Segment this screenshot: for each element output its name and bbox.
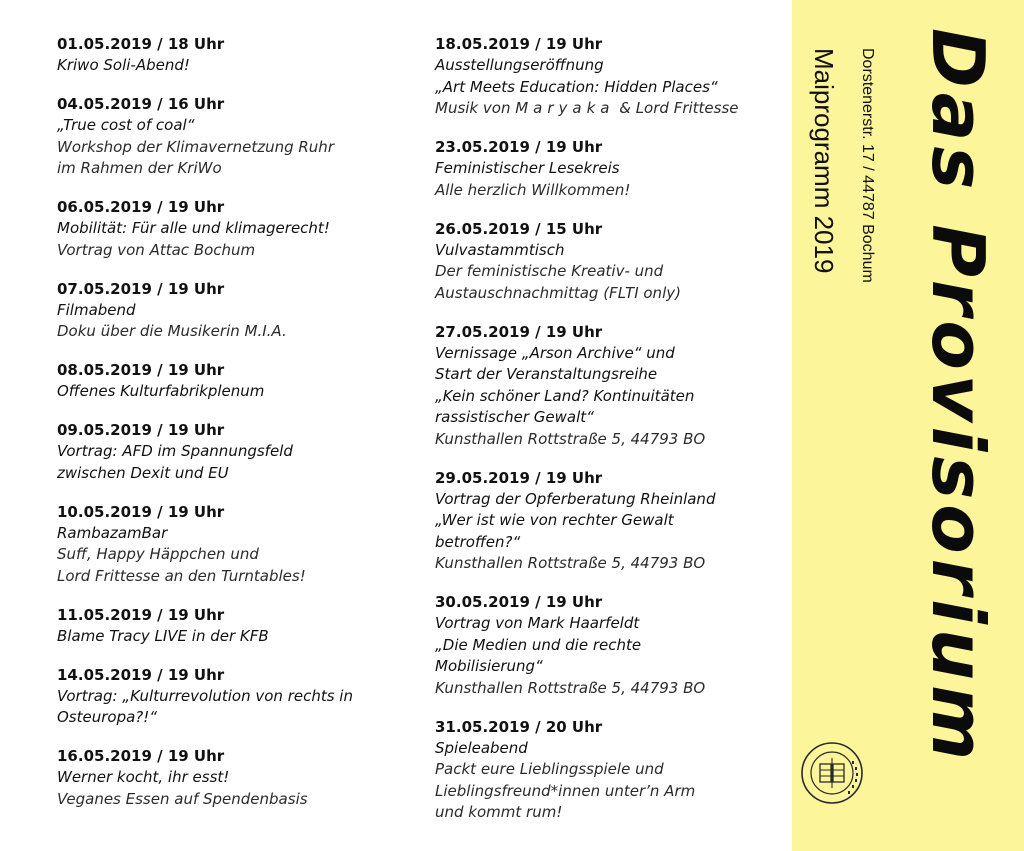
- event-description-line: Suff, Happy Häppchen und: [57, 545, 259, 563]
- event-title: [435, 55, 785, 98]
- events-column-left: [57, 34, 407, 828]
- event-entry: [435, 717, 785, 824]
- event-entry: [57, 34, 407, 77]
- event-title-line: Mobilisierung“: [435, 657, 543, 675]
- event-entry: [435, 468, 785, 575]
- event-title-line: „True cost of coal“: [57, 116, 195, 134]
- event-date: 14.05.2019 / 19 Uhr: [57, 665, 225, 684]
- event-title-line: Vulvastammtisch: [435, 240, 565, 259]
- event-description-line: Packt eure Lieblingsspiele und: [435, 760, 664, 778]
- event-title: [57, 218, 407, 240]
- event-entry: [57, 94, 407, 180]
- event-date: 18.05.2019 / 19 Uhr: [435, 35, 603, 53]
- event-description-line: Vortrag von Attac Bochum: [57, 240, 256, 259]
- event-title: [435, 240, 785, 262]
- event-entry: [57, 197, 407, 261]
- event-description-line: und kommt rum!: [435, 803, 563, 821]
- event-entry: [57, 360, 407, 403]
- event-date: 29.05.2019 / 19 Uhr: [435, 468, 603, 487]
- event-title-line: Vernissage „Arson Archive“ und: [435, 343, 675, 362]
- event-title: [57, 441, 407, 484]
- event-description-line: Austauschnachmittag (FLTI only): [435, 283, 681, 302]
- event-entry: [435, 34, 785, 120]
- event-description-line: Alle herzlich Willkommen!: [435, 180, 631, 199]
- event-title: [57, 381, 407, 403]
- event-description: [435, 678, 785, 700]
- event-entry: [435, 137, 785, 201]
- event-title-line: Vortrag: AFD im Spannungsfeld: [57, 442, 293, 460]
- event-date: 06.05.2019 / 19 Uhr: [57, 198, 225, 216]
- event-description-line: Kunsthallen Rottstraße 5, 44793 BO: [435, 429, 706, 448]
- music-artist: Maryaka: [515, 99, 615, 117]
- event-title-line: Ausstellungseröffnung: [435, 56, 604, 74]
- event-entry: [435, 322, 785, 451]
- event-title-line: Start der Veranstaltungsreihe: [435, 365, 658, 383]
- event-title-line: Vortrag von Mark Haarfeldt: [435, 614, 640, 632]
- event-title: [435, 613, 785, 678]
- event-description: [57, 789, 407, 811]
- event-title: [57, 686, 407, 729]
- event-description: [435, 553, 785, 575]
- event-date: 11.05.2019 / 19 Uhr: [57, 605, 225, 624]
- event-description-line: Veganes Essen auf Spendenbasis: [57, 789, 308, 808]
- event-description: [57, 240, 407, 262]
- event-date: 23.05.2019 / 19 Uhr: [435, 138, 603, 156]
- event-date: 26.05.2019 / 15 Uhr: [435, 219, 603, 238]
- event-description: [57, 544, 407, 587]
- event-description: [435, 180, 785, 202]
- event-title-line: Vortrag der Opferberatung Rheinland: [435, 489, 716, 508]
- venue-name: Das Provisorium: [916, 28, 1000, 766]
- event-entry: [57, 279, 407, 343]
- event-title: [57, 55, 407, 77]
- event-entry: [435, 592, 785, 699]
- event-description: [57, 321, 407, 343]
- event-entry: [57, 665, 407, 729]
- event-date: 27.05.2019 / 19 Uhr: [435, 322, 603, 341]
- event-title: [57, 626, 407, 648]
- event-title: [57, 523, 407, 545]
- event-title-line: zwischen Dexit und EU: [57, 463, 229, 482]
- event-description-line: Doku über die Musikerin M.I.A.: [57, 322, 287, 340]
- event-title-line: Filmabend: [57, 300, 136, 319]
- event-music-line: [435, 98, 785, 120]
- event-title-line: Osteuropa?!“: [57, 708, 158, 726]
- event-title: [435, 158, 785, 180]
- event-title: [435, 738, 785, 760]
- event-description-line: im Rahmen der KriWo: [57, 159, 222, 177]
- event-title-line: Feministischer Lesekreis: [435, 159, 620, 177]
- event-entry: [435, 219, 785, 305]
- event-description-line: Lord Frittesse an den Turntables!: [57, 566, 306, 585]
- event-date: 31.05.2019 / 20 Uhr: [435, 717, 603, 736]
- event-description-line: Der feministische Kreativ- und: [435, 262, 664, 280]
- event-entry: [57, 746, 407, 810]
- event-description: [435, 261, 785, 304]
- event-title: [57, 300, 407, 322]
- event-date: 30.05.2019 / 19 Uhr: [435, 593, 603, 611]
- program-title: Maiprogramm 2019: [809, 48, 839, 274]
- event-title-line: Blame Tracy LIVE in der KFB: [57, 626, 269, 645]
- music-suffix: & Lord Frittesse: [614, 99, 739, 117]
- venue-seal-icon: [800, 741, 864, 805]
- event-description: [435, 429, 785, 451]
- event-title-line: rassistischer Gewalt“: [435, 408, 594, 426]
- event-date: 01.05.2019 / 18 Uhr: [57, 35, 225, 53]
- event-description-line: Kunsthallen Rottstraße 5, 44793 BO: [435, 554, 706, 572]
- event-description-line: Lieblingsfreund*innen unter’n Arm: [435, 781, 696, 800]
- event-title: [57, 767, 407, 789]
- event-description-line: Workshop der Klimavernetzung Ruhr: [57, 137, 334, 156]
- venue-address: Dorstenerstr. 17 / 44787 Bochum: [859, 48, 876, 283]
- event-date: 04.05.2019 / 16 Uhr: [57, 95, 225, 113]
- event-description-line: Kunsthallen Rottstraße 5, 44793 BO: [435, 678, 706, 697]
- events-column-right: [435, 34, 785, 841]
- event-title: [435, 343, 785, 429]
- event-description: [435, 759, 785, 824]
- event-entry: [57, 502, 407, 588]
- event-title-line: „Kein schöner Land? Kontinuitäten: [435, 386, 695, 405]
- event-title-line: „Wer ist wie von rechter Gewalt: [435, 511, 674, 529]
- event-date: 08.05.2019 / 19 Uhr: [57, 361, 225, 379]
- event-title-line: „Art Meets Education: Hidden Places“: [435, 77, 718, 96]
- event-entry: [57, 605, 407, 648]
- event-title: [435, 489, 785, 554]
- event-date: 09.05.2019 / 19 Uhr: [57, 421, 225, 439]
- event-title-line: betroffen?“: [435, 532, 521, 551]
- event-title-line: RambazamBar: [57, 523, 168, 542]
- event-title-line: Offenes Kulturfabrikplenum: [57, 382, 265, 400]
- event-date: 10.05.2019 / 19 Uhr: [57, 502, 225, 521]
- event-title-line: Vortrag: „Kulturrevolution von rechts in: [57, 686, 353, 705]
- event-title-line: Werner kocht, ihr esst!: [57, 768, 230, 786]
- event-description: [57, 137, 407, 180]
- event-entry: [57, 420, 407, 484]
- event-date: 07.05.2019 / 19 Uhr: [57, 279, 225, 298]
- event-description: [435, 98, 785, 120]
- event-title-line: Kriwo Soli-Abend!: [57, 56, 190, 74]
- music-prefix: Musik von: [435, 99, 516, 117]
- event-title-line: Mobilität: Für alle und klimagerecht!: [57, 219, 330, 237]
- event-title-line: Spieleabend: [435, 738, 528, 757]
- event-title-line: „Die Medien und die rechte: [435, 635, 642, 654]
- event-title: [57, 115, 407, 137]
- event-date: 16.05.2019 / 19 Uhr: [57, 747, 225, 765]
